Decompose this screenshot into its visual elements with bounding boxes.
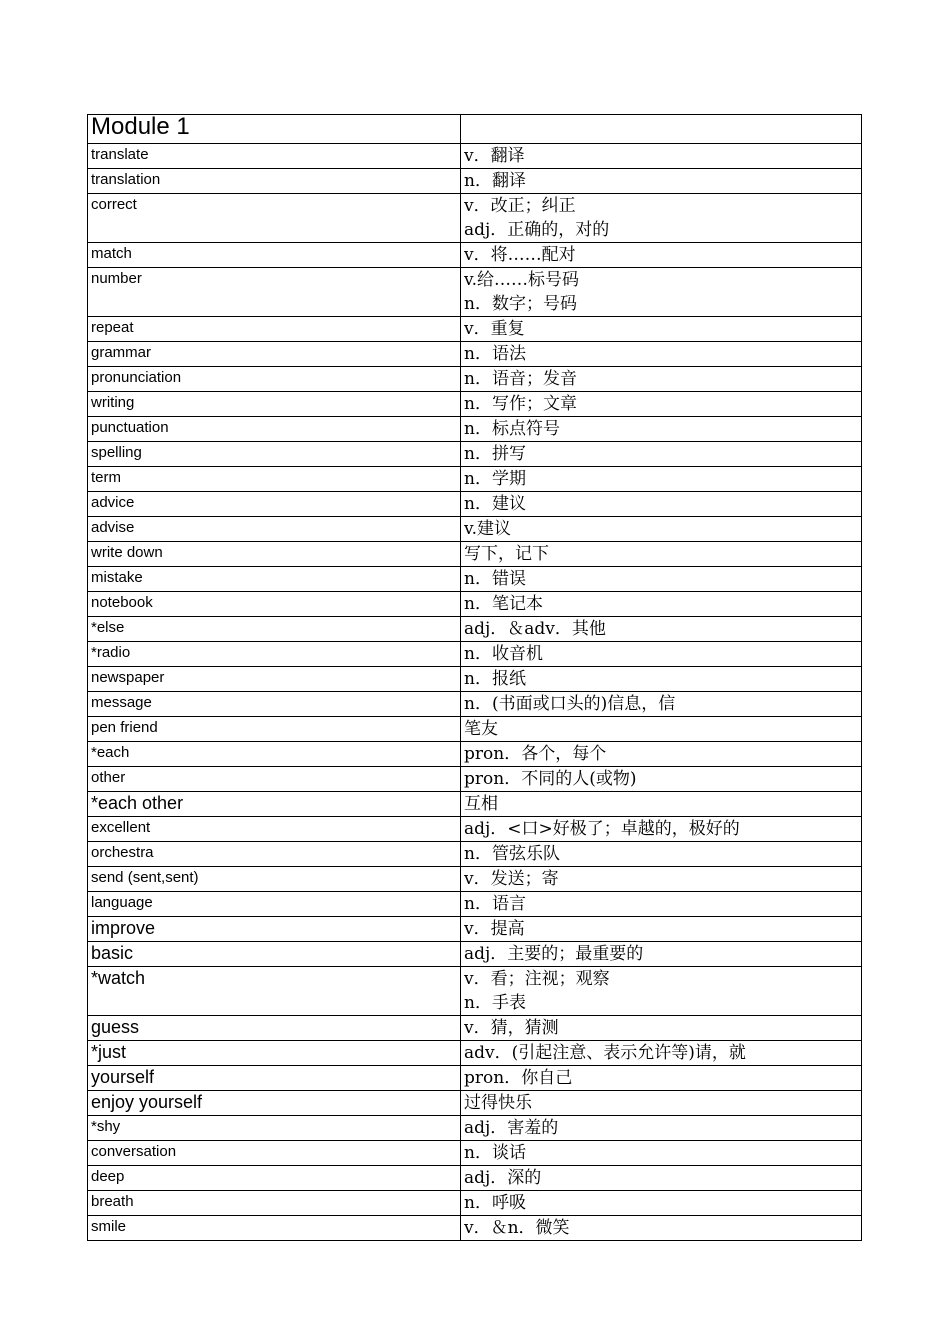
table-row (88, 1191, 862, 1216)
table-row (88, 642, 862, 667)
table-row (88, 268, 862, 317)
meaning-cell (461, 717, 862, 742)
meaning-line: n．翻译 (464, 171, 526, 191)
table-row (88, 667, 862, 692)
meaning-cell (461, 517, 862, 542)
meaning-line: n．谈话 (464, 1143, 526, 1163)
meaning-cell (461, 767, 862, 792)
table-row (88, 917, 862, 942)
meaning-line: 写下，记下 (464, 544, 549, 564)
meaning-line: n．语言 (464, 894, 526, 914)
meaning-line: v.给……标号码 (464, 270, 579, 290)
table-row (88, 169, 862, 194)
meaning-line: n．报纸 (464, 669, 526, 689)
table-row (88, 1016, 862, 1041)
table-row (88, 692, 862, 717)
meaning-cell (461, 367, 862, 392)
word-cell: *each (88, 742, 461, 767)
table-row (88, 892, 862, 917)
table-row (88, 1041, 862, 1066)
meaning-cell (461, 1216, 862, 1241)
word-cell: basic (88, 942, 461, 967)
meaning-line: v．重复 (464, 319, 525, 339)
word-cell: write down (88, 542, 461, 567)
table-row (88, 942, 862, 967)
meaning-line: n．建议 (464, 494, 526, 514)
word-cell: number (88, 268, 461, 317)
meaning-line: n．手表 (464, 993, 526, 1013)
meaning-line: n．错误 (464, 569, 526, 589)
table-row (88, 243, 862, 268)
table-row (88, 1116, 862, 1141)
word-cell: deep (88, 1166, 461, 1191)
table-row (88, 617, 862, 642)
word-cell: breath (88, 1191, 461, 1216)
meaning-line: adj．主要的；最重要的 (464, 944, 644, 964)
table-row (88, 842, 862, 867)
meaning-line: adj．正确的，对的 (464, 220, 610, 240)
meaning-line: pron．各个，每个 (464, 744, 607, 764)
meaning-cell (461, 917, 862, 942)
meaning-line: v．翻译 (464, 146, 525, 166)
table-row (88, 767, 862, 792)
meaning-cell (461, 867, 862, 892)
meaning-cell (461, 243, 862, 268)
word-cell: smile (88, 1216, 461, 1241)
meaning-line: n．管弦乐队 (464, 844, 560, 864)
meaning-cell (461, 942, 862, 967)
meaning-cell (461, 542, 862, 567)
table-row (88, 867, 862, 892)
word-cell: *else (88, 617, 461, 642)
word-cell: conversation (88, 1141, 461, 1166)
table-row (88, 367, 862, 392)
meaning-cell (461, 667, 862, 692)
word-cell: notebook (88, 592, 461, 617)
table-row (88, 1166, 862, 1191)
meaning-line: n．收音机 (464, 644, 543, 664)
word-cell: advice (88, 492, 461, 517)
meaning-line: v．发送；寄 (464, 869, 559, 889)
word-cell: excellent (88, 817, 461, 842)
meaning-line: n．学期 (464, 469, 526, 489)
table-row (88, 967, 862, 1016)
meaning-cell (461, 1166, 862, 1191)
word-cell: translation (88, 169, 461, 194)
word-cell: writing (88, 392, 461, 417)
word-cell: *just (88, 1041, 461, 1066)
table-row (88, 517, 862, 542)
word-cell: grammar (88, 342, 461, 367)
meaning-line: 互相 (464, 794, 498, 814)
table-row (88, 492, 862, 517)
table-row (88, 817, 862, 842)
meaning-line: v．看；注视；观察 (464, 969, 610, 989)
meaning-line: n．(书面或口头的)信息，信 (464, 694, 676, 714)
table-row (88, 1066, 862, 1091)
meaning-cell (461, 144, 862, 169)
table-row (88, 1141, 862, 1166)
meaning-line: adj．<口>好极了；卓越的，极好的 (464, 819, 740, 839)
meaning-cell (461, 1141, 862, 1166)
meaning-line: n．语法 (464, 344, 526, 364)
meaning-cell (461, 842, 862, 867)
meaning-line: n．语音；发音 (464, 369, 577, 389)
meaning-cell (461, 392, 862, 417)
meaning-cell (461, 1191, 862, 1216)
word-cell: pen friend (88, 717, 461, 742)
vocabulary-table (87, 114, 862, 1241)
word-cell: newspaper (88, 667, 461, 692)
meaning-line: v．将……配对 (464, 245, 576, 265)
word-cell: term (88, 467, 461, 492)
meaning-cell (461, 792, 862, 817)
meaning-line: n．标点符号 (464, 419, 560, 439)
meaning-cell (461, 268, 862, 317)
meaning-cell (461, 1091, 862, 1116)
vocabulary-table-body (88, 115, 862, 1241)
word-cell: message (88, 692, 461, 717)
meaning-cell (461, 1016, 862, 1041)
meaning-cell (461, 417, 862, 442)
table-row (88, 442, 862, 467)
meaning-cell (461, 692, 862, 717)
word-cell: language (88, 892, 461, 917)
meaning-cell (461, 492, 862, 517)
word-cell: *shy (88, 1116, 461, 1141)
meaning-line: adv．(引起注意、表示允许等)请，就 (464, 1043, 746, 1063)
word-cell: pronunciation (88, 367, 461, 392)
table-row (88, 542, 862, 567)
table-row (88, 417, 862, 442)
meaning-line: v．提高 (464, 919, 525, 939)
meaning-cell (461, 1116, 862, 1141)
word-cell: *each other (88, 792, 461, 817)
word-cell: spelling (88, 442, 461, 467)
meaning-cell (461, 892, 862, 917)
word-cell: *radio (88, 642, 461, 667)
meaning-line: v．猜，猜测 (464, 1018, 559, 1038)
table-header-row (88, 115, 862, 144)
word-cell: repeat (88, 317, 461, 342)
table-row (88, 567, 862, 592)
table-row (88, 317, 862, 342)
word-cell: orchestra (88, 842, 461, 867)
module-title-blank-cell (461, 115, 862, 144)
word-cell: match (88, 243, 461, 268)
meaning-line: v．改正；纠正 (464, 196, 576, 216)
table-row (88, 1216, 862, 1241)
meaning-cell (461, 342, 862, 367)
word-cell: guess (88, 1016, 461, 1041)
word-cell: translate (88, 144, 461, 169)
meaning-cell (461, 1066, 862, 1091)
table-row (88, 742, 862, 767)
meaning-line: n．数字；号码 (464, 294, 577, 314)
meaning-line: adj．＆adv．其他 (464, 619, 606, 639)
word-cell: punctuation (88, 417, 461, 442)
word-cell: enjoy yourself (88, 1091, 461, 1116)
meaning-cell (461, 169, 862, 194)
meaning-cell (461, 317, 862, 342)
word-cell: *watch (88, 967, 461, 1016)
table-row (88, 144, 862, 169)
meaning-line: pron．不同的人(或物) (464, 769, 637, 789)
word-cell: correct (88, 194, 461, 243)
meaning-line: pron．你自己 (464, 1068, 573, 1088)
meaning-cell (461, 467, 862, 492)
meaning-line: n．笔记本 (464, 594, 543, 614)
table-row (88, 392, 862, 417)
meaning-cell (461, 967, 862, 1016)
word-cell: other (88, 767, 461, 792)
meaning-cell (461, 592, 862, 617)
word-cell: advise (88, 517, 461, 542)
meaning-cell (461, 1041, 862, 1066)
table-row (88, 592, 862, 617)
word-cell: mistake (88, 567, 461, 592)
meaning-cell (461, 817, 862, 842)
meaning-cell (461, 567, 862, 592)
word-cell: send (sent,sent) (88, 867, 461, 892)
meaning-line: 笔友 (464, 719, 498, 739)
meaning-cell (461, 194, 862, 243)
table-row (88, 717, 862, 742)
table-row (88, 342, 862, 367)
table-row (88, 792, 862, 817)
table-row (88, 1091, 862, 1116)
meaning-cell (461, 742, 862, 767)
meaning-line: n．拼写 (464, 444, 526, 464)
meaning-cell (461, 617, 862, 642)
word-cell: yourself (88, 1066, 461, 1091)
meaning-line: 过得快乐 (464, 1093, 532, 1113)
table-row (88, 467, 862, 492)
word-cell: improve (88, 917, 461, 942)
module-title: Module 1 (88, 115, 461, 144)
meaning-line: adj．深的 (464, 1168, 542, 1188)
meaning-line: v．＆n．微笑 (464, 1218, 570, 1238)
meaning-line: n．写作；文章 (464, 394, 577, 414)
meaning-line: n．呼吸 (464, 1193, 526, 1213)
table-row (88, 194, 862, 243)
meaning-cell (461, 642, 862, 667)
meaning-line: adj．害羞的 (464, 1118, 559, 1138)
meaning-line: v.建议 (464, 519, 511, 539)
meaning-cell (461, 442, 862, 467)
